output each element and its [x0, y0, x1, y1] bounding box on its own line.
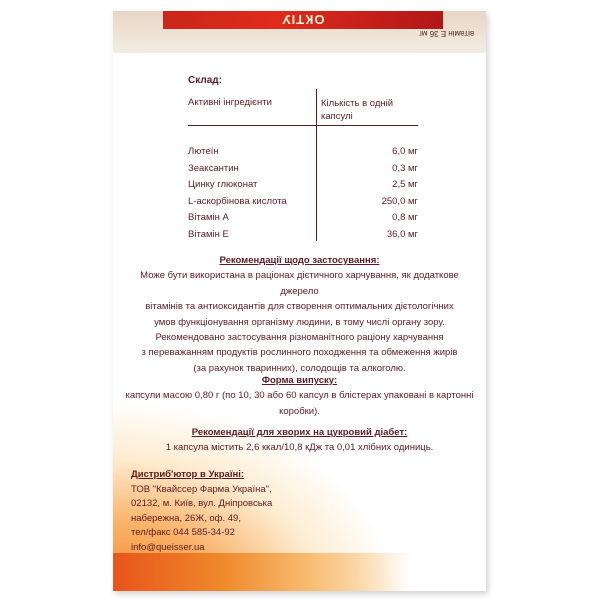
table-row [188, 146, 418, 160]
usage-line: (за рахунок тваринних), солодощів та алкоголю. [193, 362, 406, 374]
usage-section [123, 253, 476, 376]
ingredient-name: Лютеїн [188, 146, 219, 157]
distributor-title: Дистриб'ютор в Україні: [131, 469, 245, 480]
ingredient-qty: 2,5 мг [392, 179, 418, 190]
table-row [188, 229, 418, 243]
usage-line: Може бути використана в раціонах дієтичного харчування, як додаткове джерело [140, 270, 459, 297]
usage-title: Рекомендації щодо застосування: [219, 255, 380, 266]
release-form-line: коробки). [279, 405, 320, 417]
box-top-flap [113, 11, 486, 53]
ingredient-qty: 0,3 мг [392, 162, 418, 174]
product-box-back [113, 11, 486, 591]
distributor-line: 02132, м. Київ, вул. Дніпровська [131, 498, 273, 510]
flap-small-text: вітамін Е 36 мг [418, 29, 474, 38]
distributor-email: info@queisser.ua [131, 541, 205, 553]
usage-line: Рекомендовано застосування різноманітного раціону харчування [155, 332, 444, 344]
back-panel [113, 53, 486, 591]
brand-strip: ОКТІУ [163, 11, 443, 29]
ingredient-qty: 6,0 мг [392, 146, 418, 157]
release-form-section [123, 373, 476, 419]
table-horizontal-divider [188, 125, 418, 126]
col-quantity-header: Кількість в одній капсулі [321, 98, 394, 122]
ingredient-qty: 0,8 мг [392, 212, 418, 223]
usage-line: з переважанням продуктів рослинного походження та обмеження жирів [141, 347, 458, 359]
ingredient-name: Цинку глюконат [188, 179, 258, 190]
distributor-section [131, 468, 272, 556]
distributor-line: ТОВ "Квайссер Фарма Україна", [131, 483, 272, 495]
usage-line: вітамінів та антиоксидантів для створення оптимальних дієтологічних [145, 301, 454, 313]
table-row [188, 179, 418, 193]
ingredient-name: Вітамін А [188, 212, 229, 223]
diabetes-title: Рекомендації для хворих на цукровий діабет: [191, 427, 408, 438]
ingredient-name: L-аскорбінова кислота [188, 195, 287, 207]
ingredient-qty: 36,0 мг [386, 228, 418, 240]
table-row [188, 212, 418, 226]
table-row [188, 196, 418, 210]
release-form-title: Форма випуску: [261, 375, 338, 386]
usage-line: умов функціонування організму людини, в тому числі органу зору. [154, 316, 445, 328]
ingredient-qty: 250,0 мг [381, 195, 418, 207]
table-row [188, 163, 418, 177]
diabetes-section [123, 425, 476, 456]
diabetes-line: 1 капсула містить 2,6 ккал/10,8 кДж та 0,01 хлібних одиниць. [165, 442, 434, 454]
col-ingredients-header: Активні інгредієнти [188, 97, 272, 108]
release-form-line: капсули масою 0,80 г (по 10, 30 або 60 капсул в блістерах упаковані в картонні [125, 390, 474, 402]
distributor-line: тел/факс 044 585-34-92 [131, 527, 235, 539]
composition-label: Склад: [188, 75, 222, 86]
ingredient-name: Вітамін Е [188, 228, 229, 240]
distributor-line: набережна, 26Ж, оф. 49, [131, 512, 241, 524]
ingredient-name: Зеаксантин [188, 162, 239, 174]
